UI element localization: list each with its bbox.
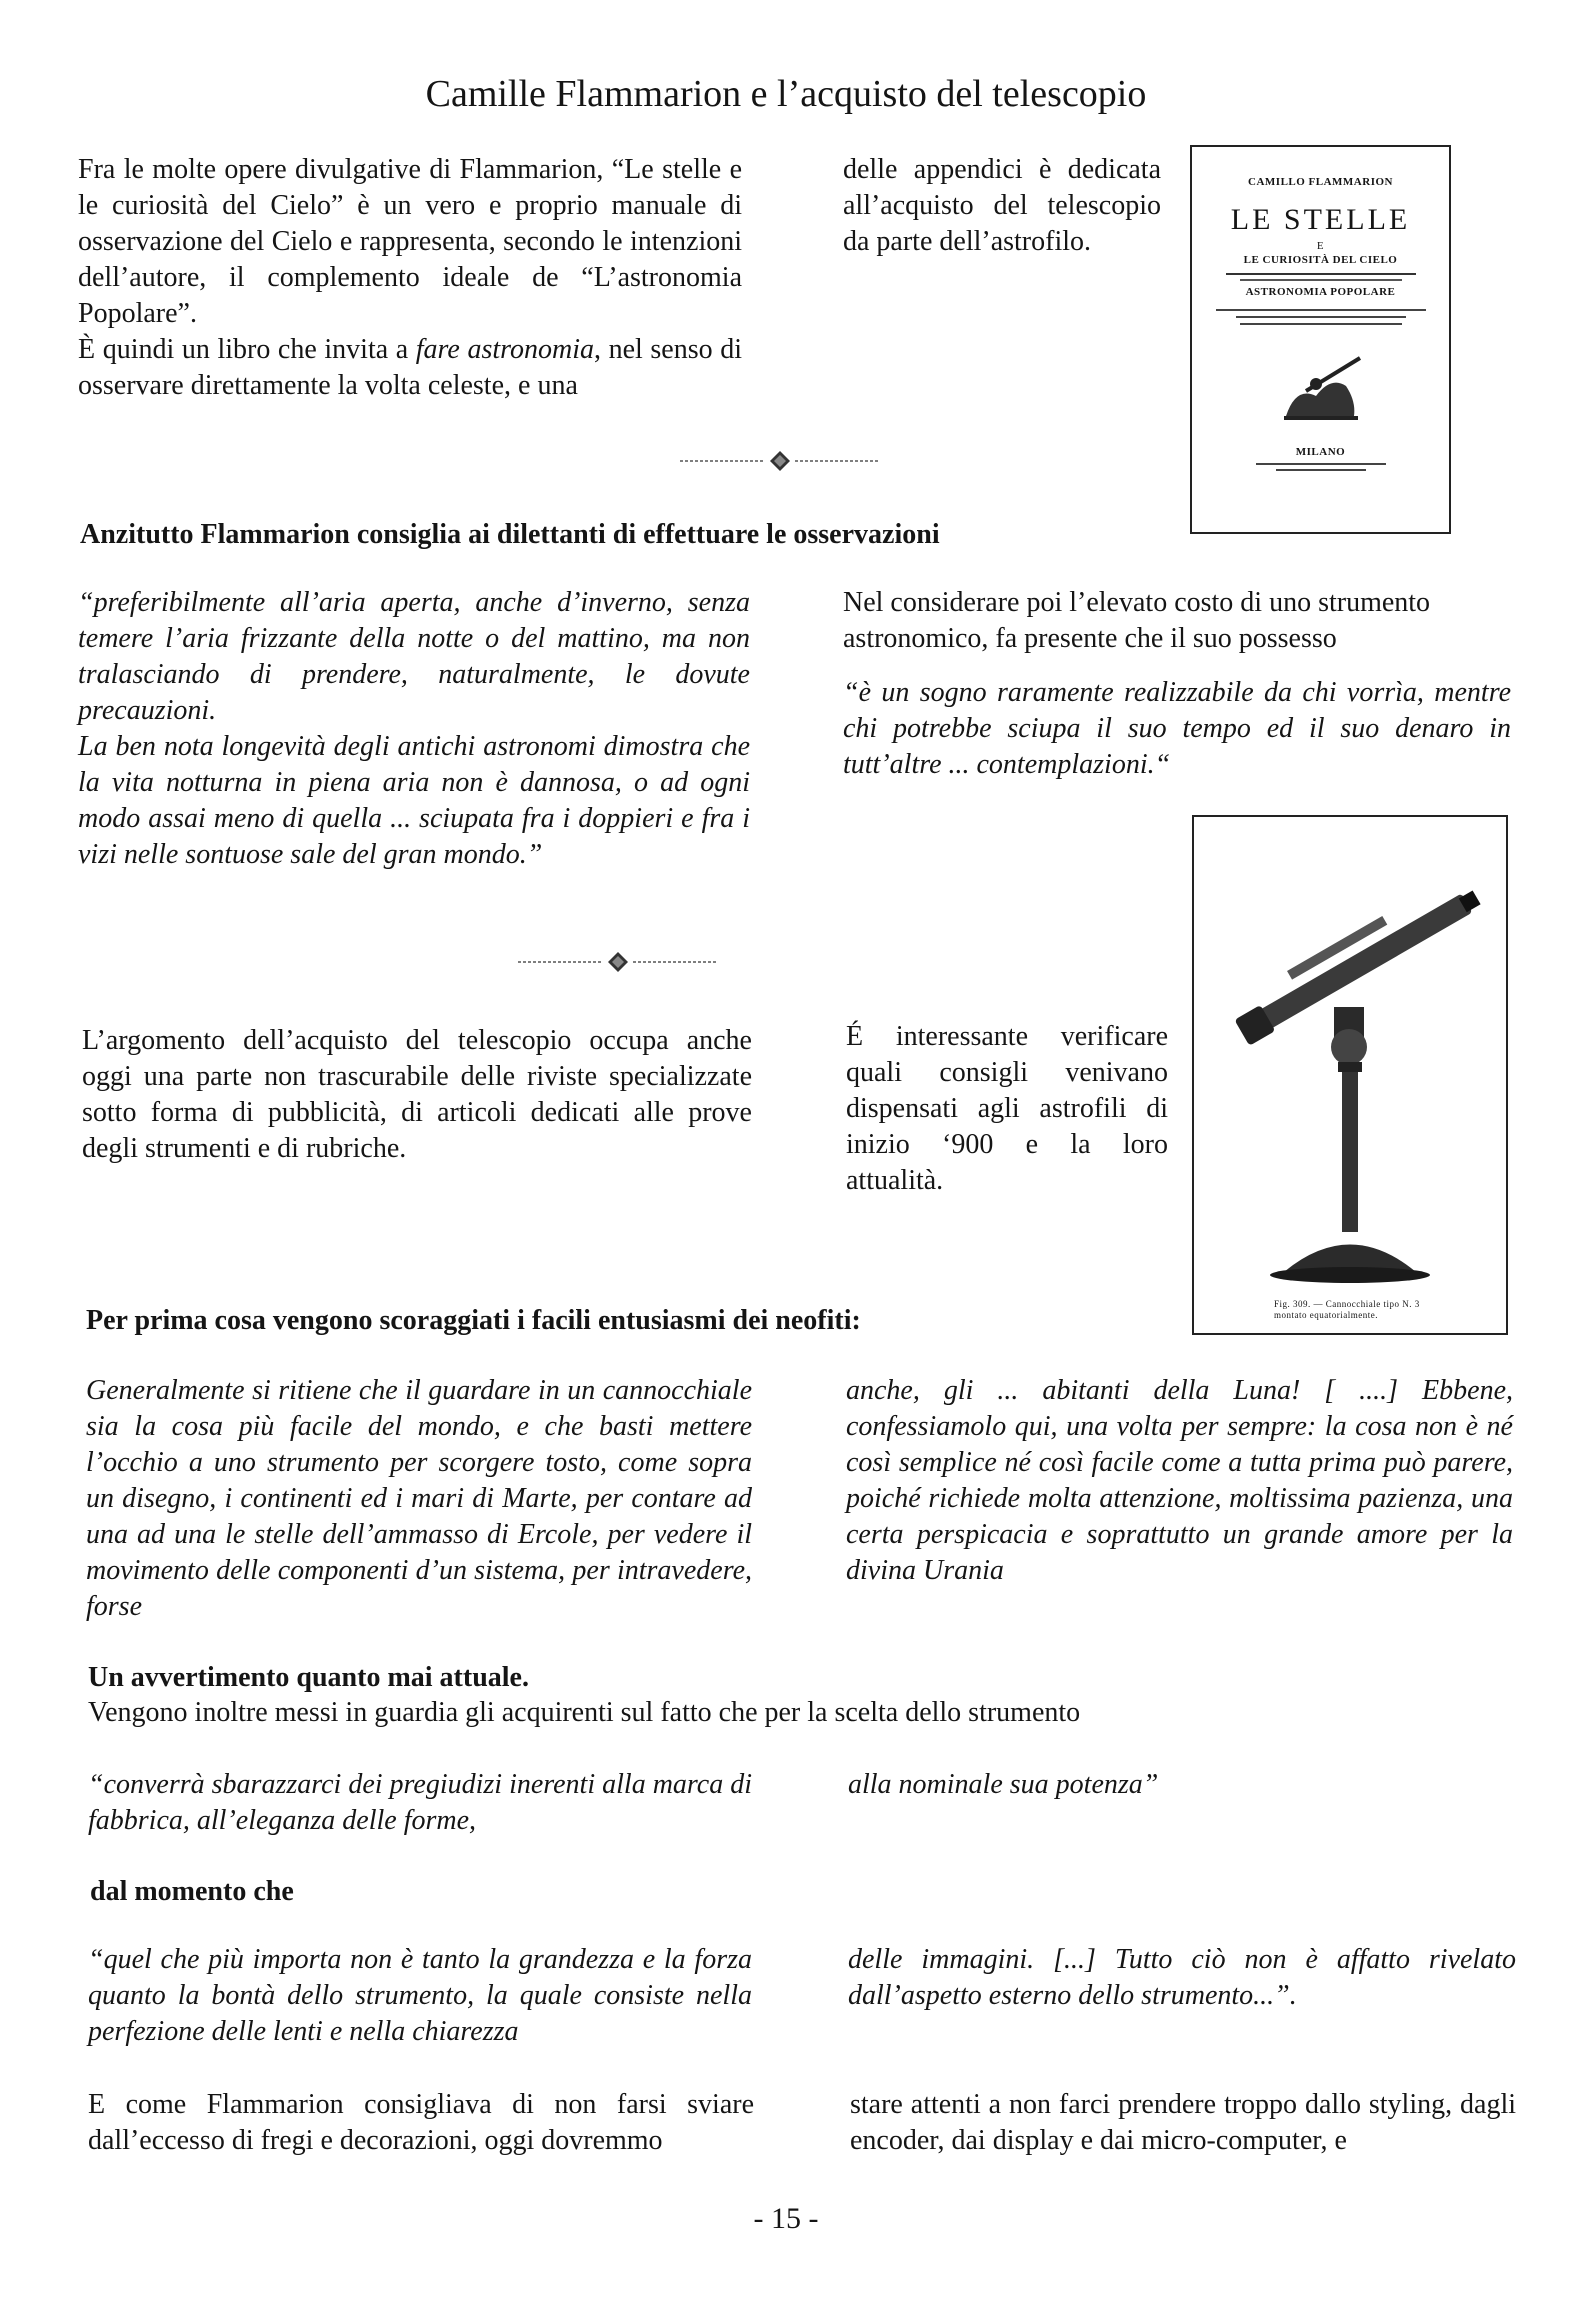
- intro-paragraph-1: Fra le molte opere divulgative di Flammarion, “Le stelle e le curiosità del Cielo” è un vero e proprio manuale di osservazione del Cielo e rappresenta, secondo le intenzioni dell’autore, il complemento ideale de “L’astronomia Popolare”.: [78, 154, 742, 329]
- section4-right: [848, 1767, 1448, 1803]
- book-small-print-2: [1216, 309, 1426, 325]
- divider-ornament-1: [680, 450, 880, 472]
- telescope-caption: Fig. 309. — Cannocchiale tipo N. 3 montato equatorialmente.: [1274, 1299, 1420, 1320]
- section-heading-avvertimento: Un avvertimento quanto mai attuale.: [88, 1662, 529, 1693]
- closing-right: [850, 2087, 1516, 2159]
- intro-left: [78, 152, 742, 404]
- section1-right: [843, 585, 1511, 783]
- quote-aria-aperta: “preferibilmente all’aria aperta, anche d’inverno, senza temere l’aria frizzante della notte o del mattino, ma non tralasciando di prendere, naturalmente, le dovute precauzioni.: [78, 587, 750, 726]
- quote-cannocchiale: Generalmente si ritiene che il guardare in un cannocchiale sia la cosa più facile del mondo, e che basti mettere l’occhio a uno strumento per scorgere tosto, come sopra un disegno, i continenti ed i mari di Marte, per contare ad una ad una le stelle dell’ammasso di Ercole, per vedere il movimento delle componenti d’un sistema, per intravedere, forse: [86, 1375, 752, 1622]
- astronomer-vignette-icon: [1276, 346, 1366, 426]
- quote-urania: anche, gli ... abitanti della Luna! [ ....] Ebbene, confessiamolo qui, una volta per sempre: la cosa non è né così semplice né così facile come a tutta prima può parere, poiché richiede molta attenzione, moltissima pazienza, una certa perspicacia e soprattutto un grande amore per la divina Urania: [846, 1375, 1513, 1586]
- book-city: MILANO: [1295, 446, 1346, 458]
- quote-longevita: La ben nota longevità degli antichi astronomi dimostra che la vita notturna in piena aria non è dannosa, o ad ogni modo assai meno di quella ... sciupata fra i doppieri e fra i vizi nelle sontuose sale del gran mondo.”: [78, 731, 750, 870]
- book-series: ASTRONOMIA POPOLARE: [1245, 286, 1396, 298]
- section1-left: [78, 585, 750, 873]
- consigli-astrofili-text: É interessante verificare quali consigli venivano dispensati agli astrofili di inizio ‘900 e la loro attualità.: [846, 1021, 1168, 1196]
- section-heading-osservazioni: Anzitutto Flammarion consiglia ai dilettanti di effettuare le osservazioni: [80, 519, 940, 550]
- avvertimento-text: Vengono inoltre messi in guardia gli acquirenti sul fatto che per la scelta dello strumento: [88, 1697, 1081, 1728]
- book-and: E: [1316, 240, 1325, 252]
- quote-bonta-strumento: “quel che più importa non è tanto la grandezza e la forza quanto la bontà dello strumento, la quale consiste nella perfezione delle lenti e nella chiarezza: [88, 1944, 752, 2047]
- quote-pregiudizi: “converrà sbarazzarci dei pregiudizi inerenti alla marca di fabbrica, all’eleganza delle forme,: [88, 1769, 752, 1836]
- telescope-figure: [1192, 815, 1508, 1335]
- book-small-print: [1226, 273, 1416, 281]
- quote-potenza: alla nominale sua potenza”: [848, 1769, 1159, 1800]
- section3-left: [86, 1373, 752, 1625]
- closing-right-text: stare attenti a non farci prendere troppo dallo styling, dagli encoder, dai display e dai micro-computer, e: [850, 2089, 1516, 2156]
- quote-sogno: “è un sogno raramente realizzabile da chi vorrìa, mentre chi potrebbe sciupa il suo tempo ed il suo denaro in tutt’altre ... contemplazioni.“: [843, 677, 1511, 780]
- section-heading-neofiti: Per prima cosa vengono scoraggiati i facili entusiasmi dei neofiti:: [86, 1305, 861, 1336]
- section2-left: [82, 1023, 752, 1167]
- intro-right-text: delle appendici è dedicata all’acquisto del telescopio da parte dell’astrofilo.: [843, 154, 1161, 257]
- page-title: Camille Flammarion e l’acquisto del telescopio: [425, 73, 1147, 115]
- book-author: CAMILLO FLAMMARION: [1248, 176, 1393, 188]
- section-heading-dal-momento: dal momento che: [90, 1876, 294, 1907]
- quote-aspetto-esterno: delle immagini. [...] Tutto ciò non è affatto rivelato dall’aspetto esterno dello strumento...”.: [848, 1944, 1516, 2011]
- telescope-illustration-icon: [1194, 817, 1506, 1297]
- closing-left-text: E come Flammarion consigliava di non farsi sviare dall’eccesso di fregi e decorazioni, oggi dovremmo: [88, 2089, 754, 2156]
- section3-right: [846, 1373, 1513, 1589]
- book-cover-image: [1190, 145, 1451, 534]
- book-subtitle: LE CURIOSITÀ DEL CIELO: [1243, 254, 1398, 266]
- section4-left: [88, 1767, 752, 1839]
- divider-ornament-2: [518, 951, 718, 973]
- argomento-acquisto-text: L’argomento dell’acquisto del telescopio occupa anche oggi una parte non trascurabile delle riviste specializzate sotto forma di pubblicità, di articoli dedicati alle prove degli strumenti e di rubriche.: [82, 1025, 752, 1164]
- page-number: - 15 -: [753, 2202, 819, 2235]
- intro-paragraph-2: È quindi un libro che invita a fare astronomia, nel senso di osservare direttamente la volta celeste, e una: [78, 334, 742, 401]
- section5-left: [88, 1942, 752, 2050]
- costo-strumento-text: Nel considerare poi l’elevato costo di uno strumento astronomico, fa presente che il suo possesso: [843, 587, 1431, 654]
- section2-right: [846, 1019, 1168, 1199]
- section5-right: [848, 1942, 1516, 2014]
- book-title: LE STELLE: [1230, 203, 1411, 236]
- intro-right: [843, 152, 1161, 260]
- closing-left: [88, 2087, 754, 2159]
- book-publisher-lines: [1256, 463, 1386, 471]
